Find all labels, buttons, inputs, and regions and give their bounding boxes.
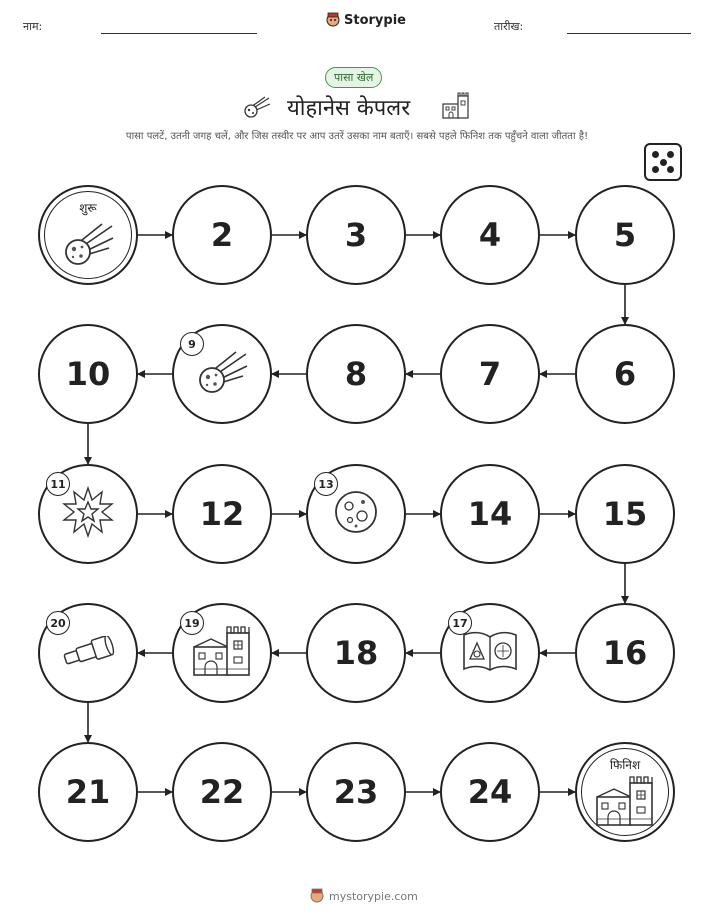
board-space-7[interactable] (440, 324, 540, 424)
board-space-4[interactable] (440, 185, 540, 285)
space-number: 6 (613, 355, 637, 393)
board-space-20[interactable] (38, 603, 138, 703)
comet-icon (196, 350, 248, 398)
book-icon (461, 629, 519, 677)
board-space-5[interactable] (575, 185, 675, 285)
game-type-badge: पासा खेल (325, 67, 382, 88)
space-number: 12 (199, 495, 245, 533)
space-number: 5 (613, 216, 637, 254)
footer-url: mystorypie.com (329, 889, 418, 903)
space-number: 4 (478, 216, 502, 254)
castle-icon (594, 775, 656, 831)
board-space-13[interactable] (306, 464, 406, 564)
space-number-badge: 20 (46, 611, 70, 635)
board-space-15[interactable] (575, 464, 675, 564)
board-space-16[interactable] (575, 603, 675, 703)
space-number: 16 (602, 634, 648, 672)
board-space-18[interactable] (306, 603, 406, 703)
space-number-badge: 19 (180, 611, 204, 635)
board-space-17[interactable] (440, 603, 540, 703)
storypie-mascot-icon (310, 888, 324, 904)
board-space-6[interactable] (575, 324, 675, 424)
space-number: 8 (344, 355, 368, 393)
castle-icon (191, 625, 253, 681)
comet-icon (62, 222, 114, 270)
board-space-14[interactable] (440, 464, 540, 564)
space-number-badge: 9 (180, 332, 204, 356)
name-label: नाम: (23, 20, 43, 33)
board-space-24[interactable] (440, 742, 540, 842)
start-space[interactable] (38, 185, 138, 285)
board-space-19[interactable] (172, 603, 272, 703)
space-number: 3 (344, 216, 368, 254)
space-number: 18 (333, 634, 379, 672)
space-number: 15 (602, 495, 648, 533)
space-number: 23 (333, 773, 379, 811)
board-space-2[interactable] (172, 185, 272, 285)
space-number-badge: 13 (314, 472, 338, 496)
page-title: योहानेस केपलर (287, 96, 411, 121)
space-number: 7 (478, 355, 502, 393)
moon-icon (332, 488, 380, 540)
space-number: 21 (65, 773, 111, 811)
space-number-badge: 11 (46, 472, 70, 496)
space-number: 24 (467, 773, 513, 811)
brand-name: Storypie (344, 12, 406, 28)
footer (310, 888, 418, 904)
board-space-23[interactable] (306, 742, 406, 842)
date-label: तारीख: (494, 20, 524, 33)
space-number: 14 (467, 495, 513, 533)
finish-label: फिनिश (609, 758, 641, 772)
board-space-22[interactable] (172, 742, 272, 842)
board-space-12[interactable] (172, 464, 272, 564)
board-space-3[interactable] (306, 185, 406, 285)
board-space-9[interactable] (172, 324, 272, 424)
board-space-21[interactable] (38, 742, 138, 842)
instructions: पासा पलटें, उतनी जगह चलें, और जिस तस्वीर पर आप उतरें उसका नाम बताएँ। सबसे पहले फिनिश तक पहुँचने वाला जीतता है! (125, 131, 589, 142)
start-label: शुरू (79, 201, 97, 215)
space-number: 2 (210, 216, 234, 254)
space-number: 10 (65, 355, 111, 393)
space-number-badge: 17 (448, 611, 472, 635)
board-space-8[interactable] (306, 324, 406, 424)
board-space-10[interactable] (38, 324, 138, 424)
finish-space[interactable] (575, 742, 675, 842)
telescope-icon (60, 636, 116, 670)
space-number: 22 (199, 773, 245, 811)
board-space-11[interactable] (38, 464, 138, 564)
sun-icon (62, 486, 114, 542)
